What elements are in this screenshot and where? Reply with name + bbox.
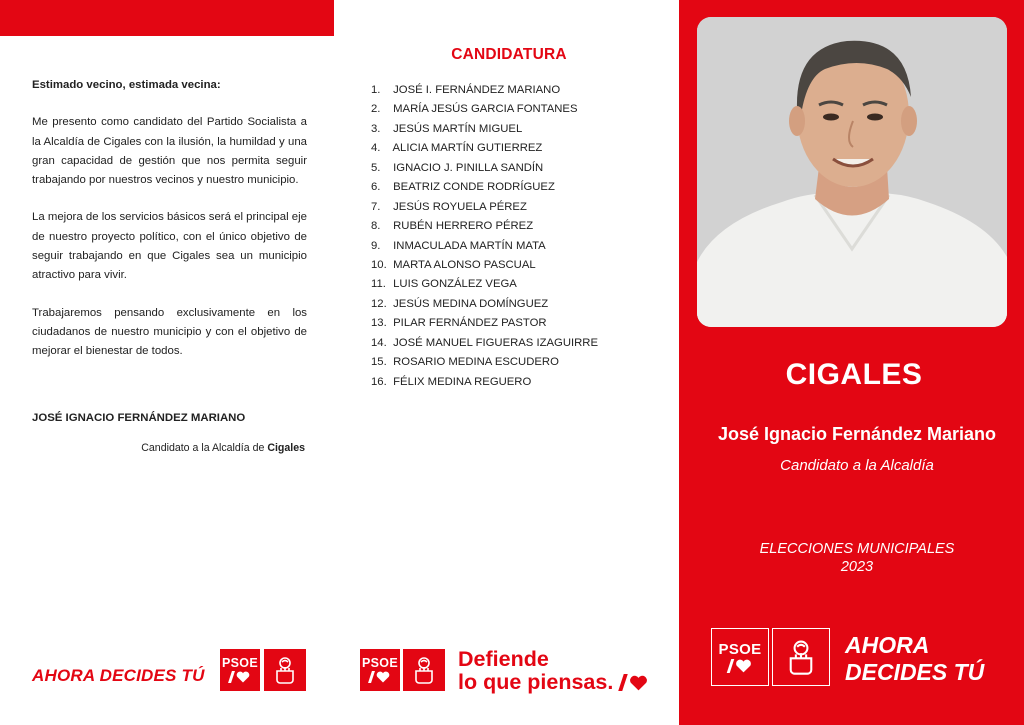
candidate-number: 16. [371, 375, 387, 388]
candidate-number: 11. [371, 278, 386, 291]
elections-label [679, 540, 1024, 576]
rose-fist-icon [772, 628, 830, 686]
candidatura-title: CANDIDATURA [451, 46, 567, 63]
candidate-name: ROSARIO MEDINA ESCUDERO [393, 356, 559, 369]
elections-year: 2023 [840, 559, 874, 575]
town-title: CIGALES [785, 358, 923, 391]
candidate-list-item [371, 295, 598, 314]
candidate-number: 13. [371, 317, 387, 330]
candidate-number: 14. [371, 336, 387, 349]
candidate-list-item [371, 178, 598, 197]
candidate-name: RUBÉN HERRERO PÉREZ [393, 220, 534, 233]
heart-icon [370, 671, 390, 683]
letter-paragraph-1: Me presento como candidato del Partido Socialista a la Alcaldía de Cigales con la ilusión, la humildad y una gran capacidad de gestión que nos permita seguir trabajando por nuestros vecinos y nuestro municipio. [32, 116, 307, 187]
candidate-name: JESÚS MARTÍN MIGUEL [393, 122, 523, 135]
candidate-list-item [371, 100, 598, 119]
candidate-list-item [371, 217, 598, 236]
candidate-name: JOSÉ MANUEL FIGUERAS IZAGUIRRE [393, 336, 598, 349]
candidate-name: JOSÉ I. FERNÁNDEZ MARIANO [393, 84, 561, 96]
candidate-list [371, 81, 598, 392]
candidate-name: JESÚS ROYUELA PÉREZ [393, 200, 527, 213]
slogan-lo-que-piensas: lo que piensas. [458, 670, 614, 694]
candidate-list-item [371, 81, 598, 100]
candidate-name: BEATRIZ CONDE RODRÍGUEZ [393, 181, 555, 194]
letter-greeting: Estimado vecino, estimada vecina: [32, 79, 221, 91]
candidate-number: 6. [371, 181, 381, 194]
candidate-list-item [371, 159, 598, 178]
candidate-list-item [371, 353, 598, 372]
heart-icon [230, 671, 250, 683]
psoe-logo [711, 628, 769, 686]
candidate-name: MARÍA JESÚS GARCIA FONTANES [393, 103, 578, 116]
candidate-number: 1. [371, 84, 381, 96]
candidate-name: IGNACIO J. PINILLA SANDÍN [393, 161, 544, 174]
candidate-list-item [371, 275, 598, 294]
candidate-name: LUIS GONZÁLEZ VEGA [393, 278, 517, 291]
signature-role [32, 442, 305, 454]
candidate-number: 8. [371, 220, 381, 233]
candidate-list-item [371, 120, 598, 139]
candidate-list-item [371, 198, 598, 217]
candidate-number: 2. [371, 103, 381, 116]
candidate-number: 3. [371, 122, 381, 135]
candidate-name: JESÚS MEDINA DOMÍNGUEZ [393, 297, 549, 310]
candidate-list-item [371, 373, 598, 392]
slogan-defiende [458, 648, 648, 694]
psoe-logo [360, 649, 400, 691]
slogan-ahora: AHORA [845, 632, 930, 658]
elections-line1: ELECCIONES MUNICIPALES [759, 541, 955, 557]
psoe-wordmark: PSOE [718, 640, 762, 658]
candidate-list-item [371, 314, 598, 333]
candidate-list-item [371, 139, 598, 158]
candidate-number: 4. [371, 142, 381, 155]
candidate-number: 10. [371, 258, 387, 271]
heart-icon [629, 675, 648, 691]
candidate-number: 5. [371, 161, 381, 174]
slogan-defiende-line2 [458, 671, 648, 694]
candidate-letter [32, 76, 307, 380]
letter-paragraph-2: La mejora de los servicios básicos será el principal eje de nuestro proyecto político, con el único objetivo de seguir trabajando en que Cigales sea un municipio atractivo para vivir. [32, 211, 307, 282]
psoe-wordmark: PSOE [222, 656, 258, 670]
candidate-number: 15. [371, 356, 387, 369]
slogan-ahora-decides-tu: AHORA DECIDES TÚ [32, 666, 205, 685]
top-red-strip [0, 0, 334, 36]
slogan-defiende-line1: Defiende [458, 647, 549, 671]
candidate-name: INMACULADA MARTÍN MATA [393, 239, 546, 252]
cover-candidate-role: Candidato a la Alcaldía [780, 457, 934, 474]
psoe-wordmark: PSOE [362, 656, 398, 670]
signature-role-prefix: Candidato a la Alcaldía de [141, 442, 268, 454]
heart-icon [729, 659, 752, 673]
rose-fist-icon [403, 649, 445, 691]
slogan-ahora-decides-tu-cover [845, 632, 984, 686]
candidate-photo [697, 17, 1007, 327]
letter-paragraph-3: Trabajaremos pensando exclusivamente en los ciudadanos de nuestro municipio y con el objetivo de mejorar el bienestar de todos. [32, 306, 307, 358]
candidate-list-item [371, 237, 598, 256]
slash-mark [619, 674, 629, 691]
candidate-name: PILAR FERNÁNDEZ PASTOR [393, 317, 547, 330]
candidate-name: ALICIA MARTÍN GUTIERREZ [392, 142, 543, 155]
candidate-number: 12. [371, 297, 387, 310]
candidate-number: 7. [371, 200, 381, 213]
candidate-number: 9. [371, 239, 381, 252]
psoe-logo [220, 649, 260, 691]
cover-candidate-name: José Ignacio Fernández Mariano [717, 424, 997, 444]
candidate-list-item [371, 256, 598, 275]
signature-role-town: Cigales [267, 442, 305, 454]
rose-fist-icon [264, 649, 306, 691]
candidate-list-item [371, 334, 598, 353]
candidate-name: MARTA ALONSO PASCUAL [393, 258, 536, 271]
candidate-name: FÉLIX MEDINA REGUERO [393, 375, 532, 388]
letter-signature: JOSÉ IGNACIO FERNÁNDEZ MARIANO [32, 412, 246, 424]
slogan-decides-tu: DECIDES TÚ [845, 659, 985, 685]
